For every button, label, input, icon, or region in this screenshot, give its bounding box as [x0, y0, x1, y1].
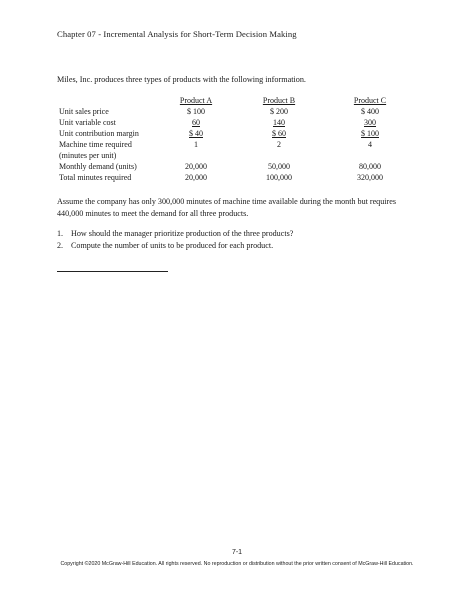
- table-cell: 2: [277, 140, 281, 149]
- question-item: [57, 241, 273, 250]
- row-label: Total minutes required: [59, 173, 132, 182]
- table-cell: $ 60: [272, 129, 286, 138]
- table-cell: 300: [364, 118, 376, 127]
- table-cell: 320,000: [357, 173, 383, 182]
- table-cell: $ 100: [187, 107, 205, 116]
- question-text: Compute the number of units to be produced for each product.: [71, 241, 274, 250]
- row-label: Unit sales price: [59, 107, 109, 116]
- question-number: 1.: [57, 229, 64, 238]
- table-cell: 20,000: [185, 173, 207, 182]
- product-table: [57, 95, 417, 183]
- table-cell: $ 400: [361, 107, 379, 116]
- intro-text: Miles, Inc. produces three types of products with the following information.: [57, 75, 306, 84]
- table-row: [57, 128, 417, 139]
- row-label: Machine time required: [59, 140, 132, 149]
- table-header-row: [57, 95, 417, 106]
- row-label: Monthly demand (units): [59, 162, 137, 171]
- chapter-header: Chapter 07 - Incremental Analysis for Short-Term Decision Making: [57, 29, 297, 39]
- table-cell: $ 200: [270, 107, 288, 116]
- column-header-product-b: Product B: [262, 96, 296, 105]
- page-number: 7-1: [231, 549, 243, 556]
- table-cell: 140: [273, 118, 285, 127]
- table-cell: 50,000: [268, 162, 290, 171]
- table-cell: 1: [194, 140, 198, 149]
- column-header-product-a: Product A: [179, 96, 213, 105]
- table-cell: 100,000: [266, 173, 292, 182]
- question-text: How should the manager prioritize production of the three products?: [71, 229, 294, 238]
- table-row: [57, 106, 417, 117]
- question-item: [57, 229, 293, 238]
- table-cell: 80,000: [359, 162, 381, 171]
- table-cell: 60: [192, 118, 200, 127]
- table-row: [57, 150, 417, 161]
- table-row: [57, 139, 417, 150]
- answer-divider: [57, 271, 168, 272]
- table-row: [57, 172, 417, 183]
- row-label: Unit contribution margin: [59, 129, 139, 138]
- table-row: [57, 161, 417, 172]
- column-header-product-c: Product C: [353, 96, 387, 105]
- question-number: 2.: [57, 241, 64, 250]
- table-cell: $ 40: [189, 129, 203, 138]
- table-cell: 4: [368, 140, 372, 149]
- assumption-paragraph: Assume the company has only 300,000 minutes of machine time available during the month but requires 440,000 minutes to meet the demand for all three products.: [57, 197, 396, 218]
- table-cell: 20,000: [185, 162, 207, 171]
- row-label: (minutes per unit): [59, 151, 117, 160]
- table-row: [57, 117, 417, 128]
- table-cell: $ 100: [361, 129, 379, 138]
- copyright-notice: Copyright ©2020 McGraw-Hill Education. All rights reserved. No reproduction or distribution without the prior written consent of McGraw-Hill Education.: [60, 561, 414, 567]
- row-label: Unit variable cost: [59, 118, 116, 127]
